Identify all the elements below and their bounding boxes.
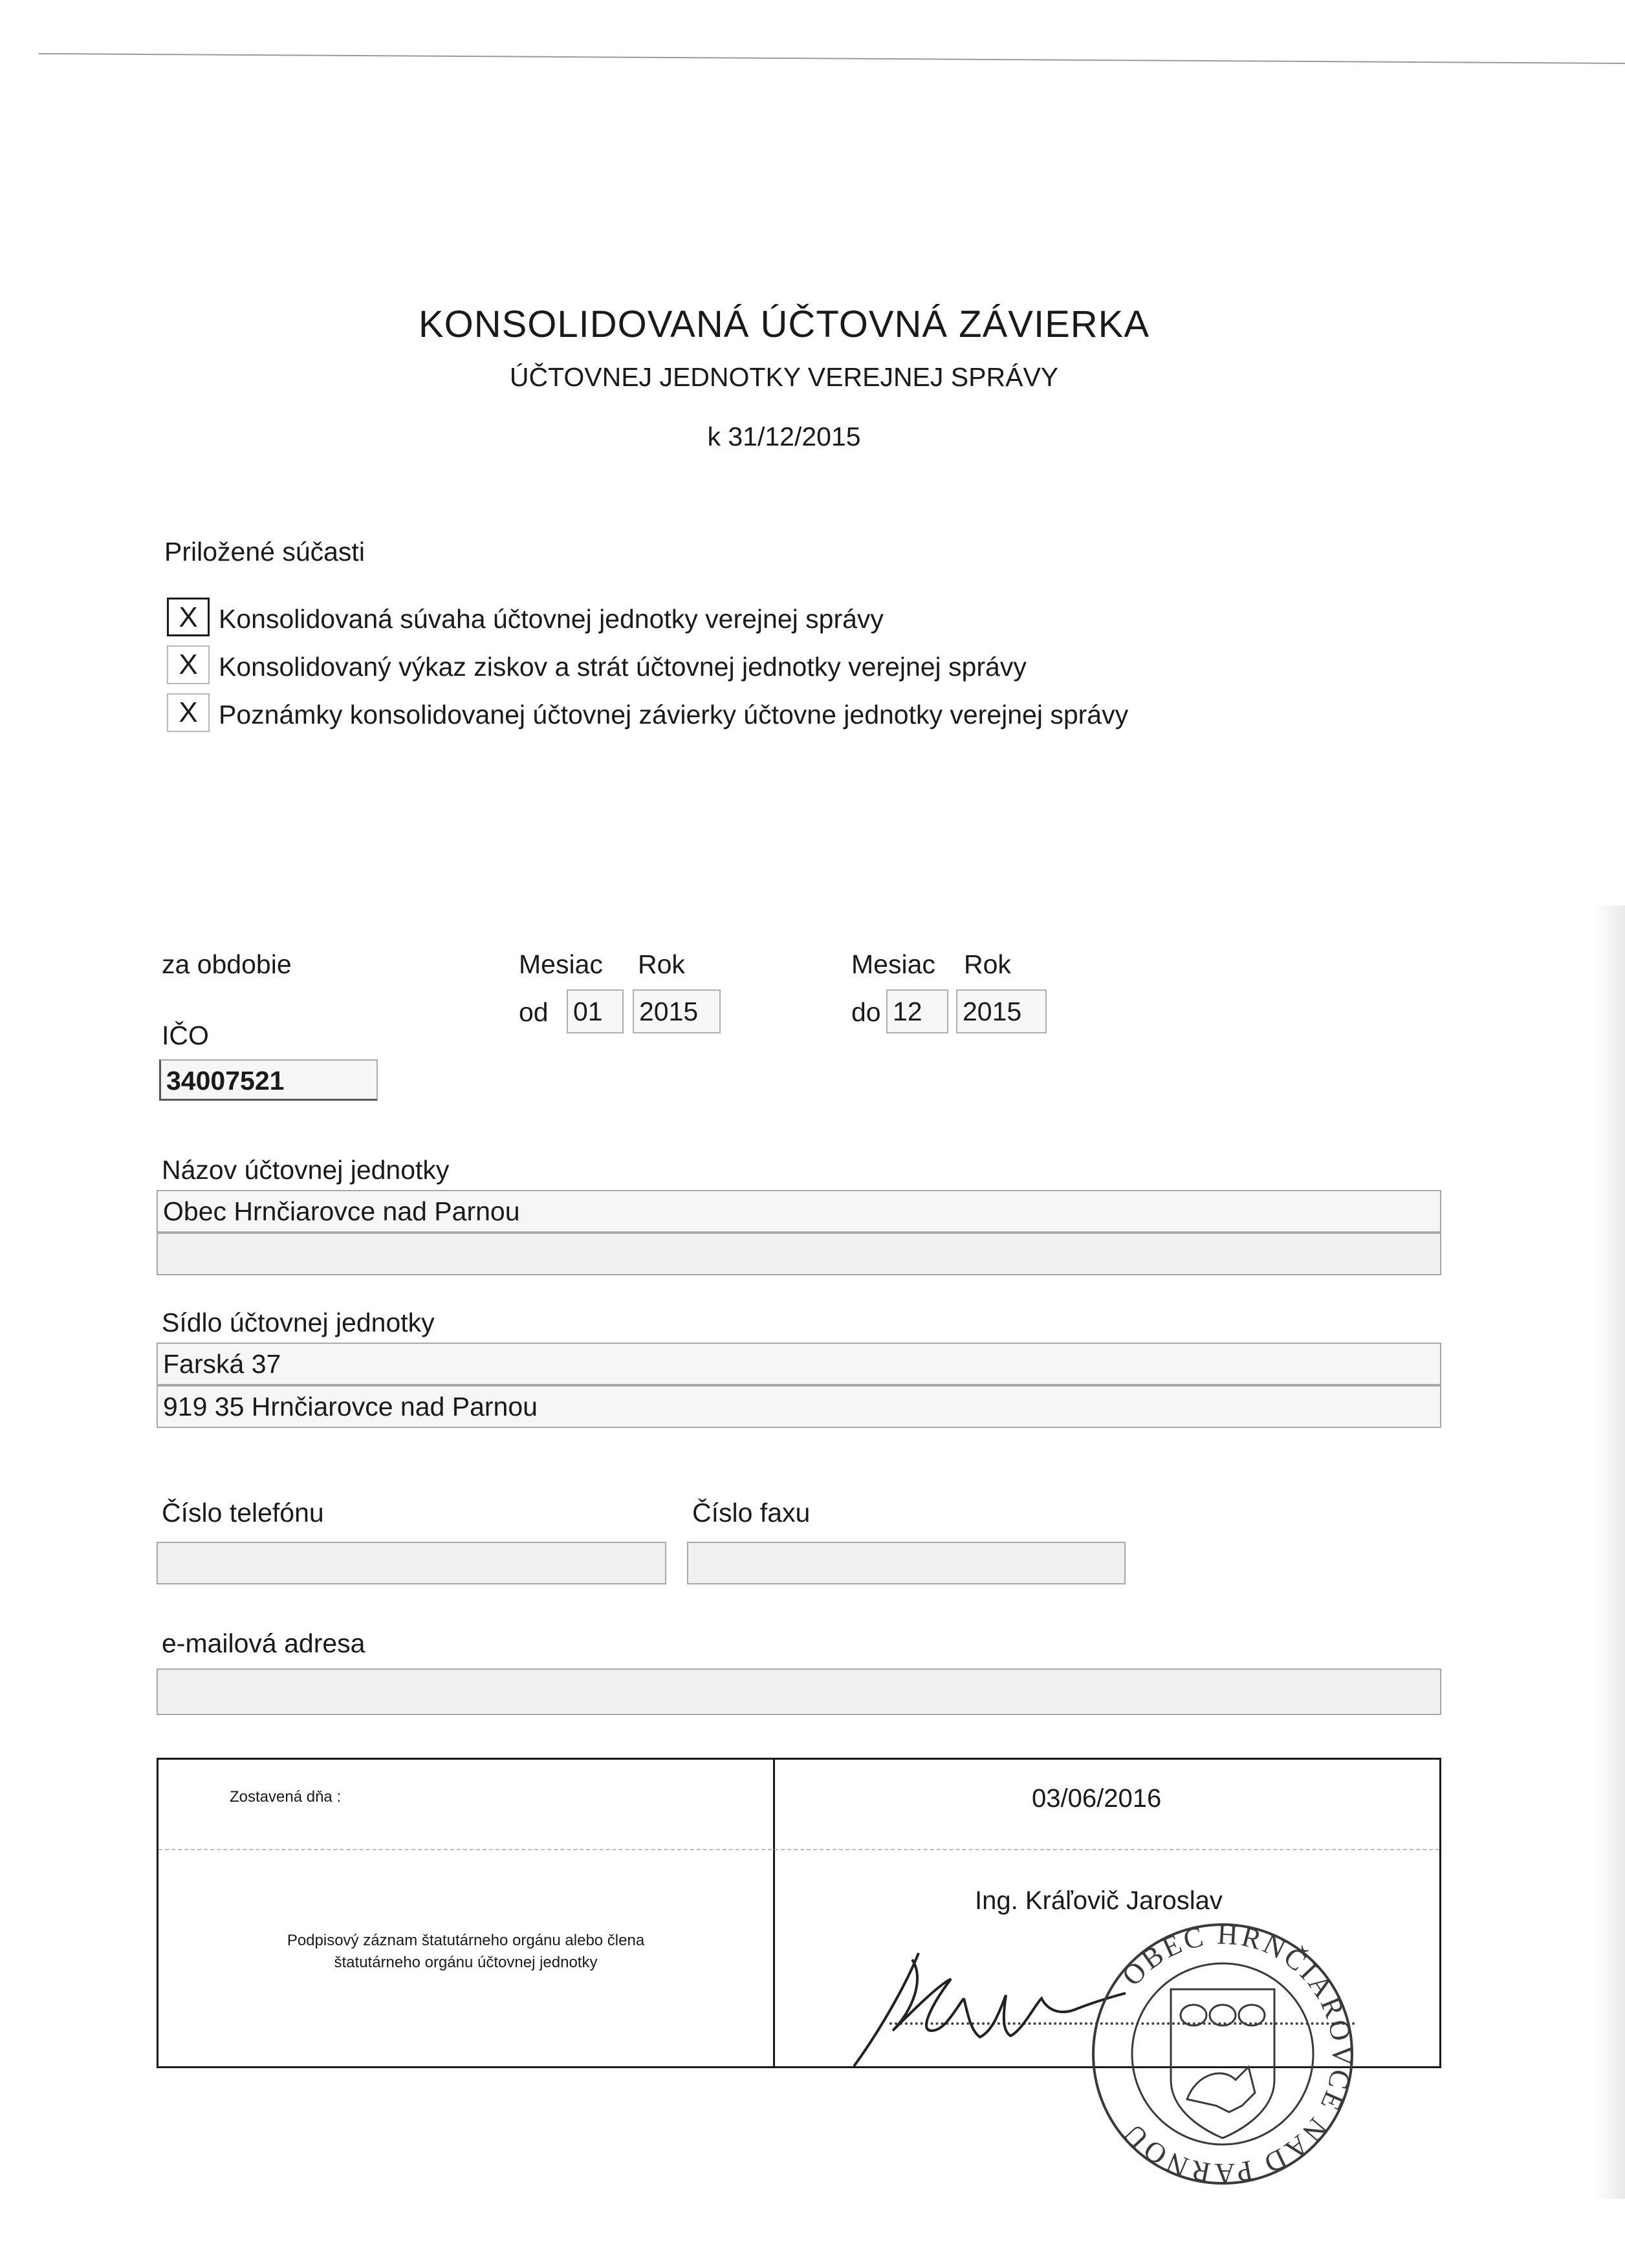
attachment-checkbox-notes[interactable]: X: [167, 693, 210, 732]
attachment-checkbox-profit-loss[interactable]: X: [167, 645, 210, 684]
fax-field[interactable]: [687, 1542, 1126, 1584]
svg-text:OBEC HRNČIAROVCE NAD PARNOU: [1116, 1918, 1358, 2189]
address-street-field[interactable]: Farská 37: [157, 1343, 1441, 1385]
phone-label: Číslo telefónu: [162, 1498, 324, 1528]
attachment-label-balance-sheet: Konsolidovaná súvaha účtovnej jednotky verejnej správy: [219, 604, 884, 634]
ico-label: IČO: [162, 1021, 209, 1050]
from-label: od: [519, 997, 549, 1027]
entity-name-line2-field[interactable]: [157, 1233, 1441, 1275]
address-label: Sídlo účtovnej jednotky: [162, 1308, 435, 1337]
signature-caption-line1: Podpisový záznam štatutárneho orgánu alebo člena: [287, 1932, 645, 1949]
period-label: za obdobie: [162, 949, 292, 979]
stamp-text: OBEC HRNČIAROVCE NAD PARNOU: [1115, 1918, 1358, 2190]
ico-field[interactable]: 34007521: [159, 1059, 378, 1101]
compiled-date-label: Zostavená dňa :: [230, 1788, 342, 1806]
document-subtitle: ÚČTOVNEJ JEDNOTKY VEREJNEJ SPRÁVY: [509, 362, 1059, 392]
from-year-field[interactable]: 2015: [633, 989, 721, 1033]
entity-name-line1-field[interactable]: Obec Hrnčiarovce nad Parnou: [157, 1190, 1441, 1233]
signature-table-row-divider: [158, 1849, 1439, 1850]
to-month-label: Mesiac: [851, 949, 935, 979]
scan-edge-line: [39, 53, 1625, 64]
attachment-label-notes: Poznámky konsolidovanej účtovnej závierky účtovne jednotky verejnej správy: [219, 700, 1129, 729]
attachment-label-profit-loss: Konsolidovaný výkaz ziskov a strát účtovnej jednotky verejnej správy: [219, 652, 1027, 682]
to-year-field[interactable]: 2015: [956, 989, 1047, 1033]
phone-field[interactable]: [157, 1542, 666, 1584]
to-year-label: Rok: [964, 949, 1011, 979]
from-year-label: Rok: [638, 949, 685, 979]
email-label: e-mailová adresa: [162, 1628, 365, 1658]
attachment-checkbox-balance-sheet[interactable]: X: [167, 598, 210, 636]
signer-name: Ing. Kráľovič Jaroslav: [975, 1886, 1223, 1915]
municipal-stamp: [1087, 1918, 1358, 2190]
to-month-field[interactable]: 12: [886, 989, 948, 1033]
document-title: KONSOLIDOVANÁ ÚČTOVNÁ ZÁVIERKA: [418, 303, 1150, 345]
signature-caption-line2: štatutárneho orgánu účtovnej jednotky: [334, 1954, 598, 1971]
attachments-heading: Priložené súčasti: [164, 537, 365, 567]
address-city-field[interactable]: 919 35 Hrnčiarovce nad Parnou: [157, 1385, 1441, 1428]
from-month-label: Mesiac: [519, 949, 603, 979]
fax-label: Číslo faxu: [692, 1498, 811, 1528]
document-date: k 31/12/2015: [707, 422, 861, 451]
email-field[interactable]: [157, 1669, 1441, 1715]
entity-name-label: Názov účtovnej jednotky: [162, 1155, 450, 1185]
from-month-field[interactable]: 01: [567, 989, 624, 1033]
scan-right-shadow: [1595, 905, 1625, 2199]
to-label: do: [851, 997, 881, 1027]
compiled-date-value[interactable]: 03/06/2016: [1032, 1784, 1162, 1813]
signature-table-divider: [773, 1760, 775, 2066]
